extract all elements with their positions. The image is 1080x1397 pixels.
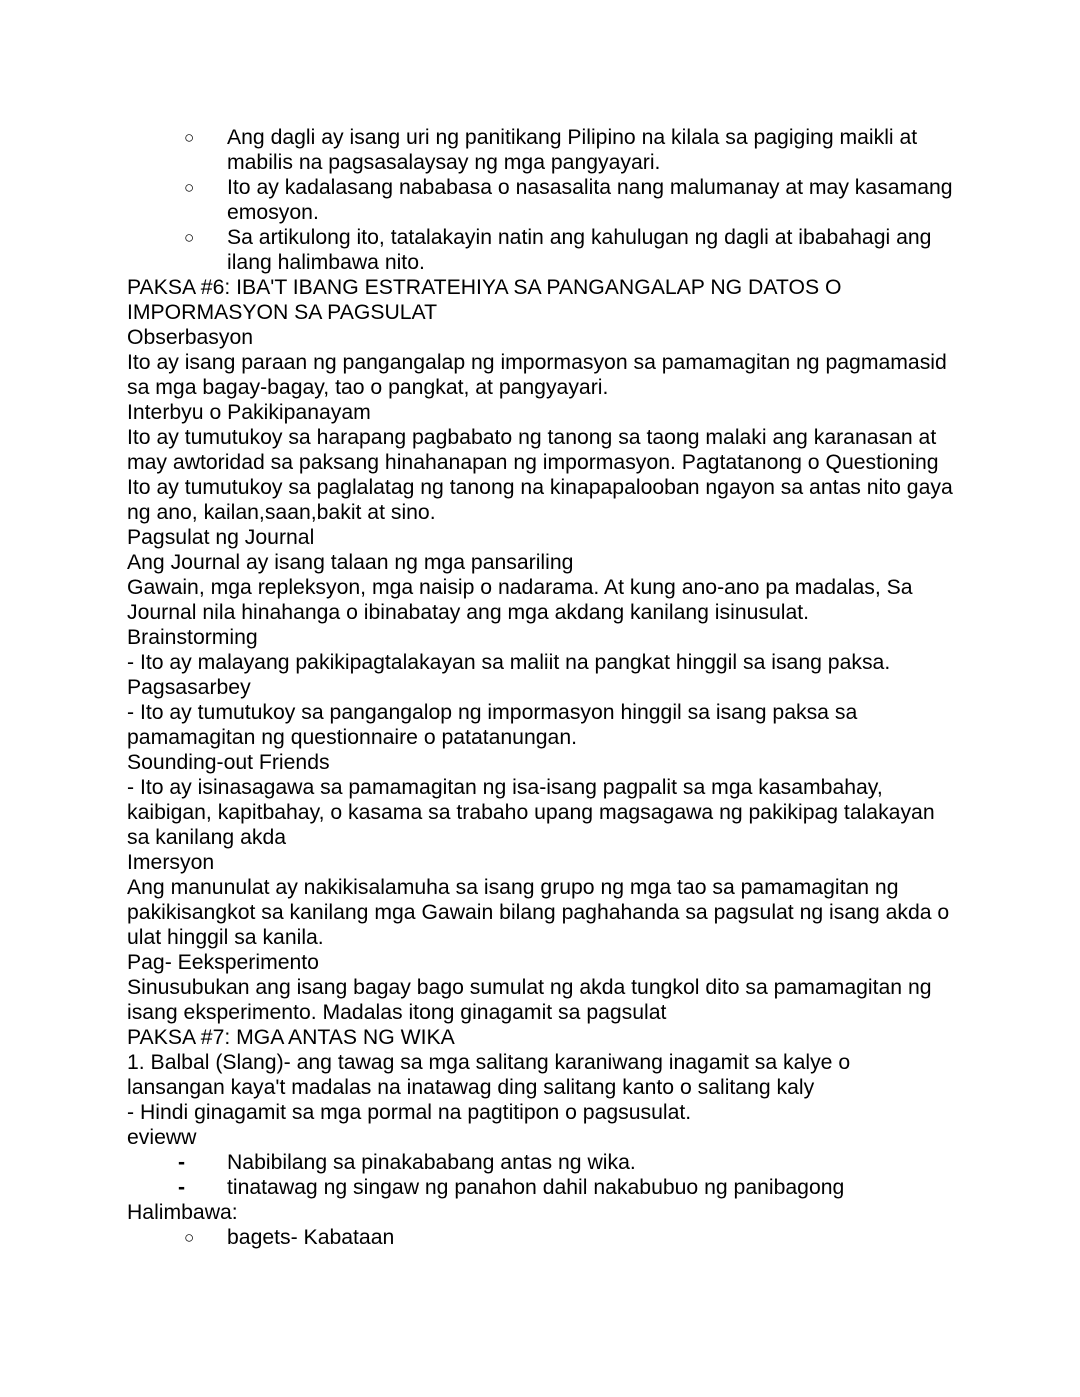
dash-bullet-icon: - <box>178 1151 186 1174</box>
paragraph: Obserbasyon <box>127 326 254 349</box>
paragraph: Pag- Eeksperimento <box>127 951 319 974</box>
list-item-text: Sa artikulong ito, tatalakayin natin ang kahulugan ng dagli at ibabahagi ang ilang halimbawa nito. <box>227 226 932 274</box>
circle-bullet-icon: ○ <box>184 178 195 197</box>
circle-bullet-icon: ○ <box>184 228 195 247</box>
circle-bullet-icon: ○ <box>184 128 195 147</box>
paragraph: Brainstorming <box>127 626 258 649</box>
list-item <box>127 1225 953 1250</box>
paragraph: - Hindi ginagamit sa mga pormal na pagtitipon o pagsusulat. <box>127 1101 692 1124</box>
list-item <box>127 1175 953 1200</box>
paragraph: Interbyu o Pakikipanayam <box>127 401 371 424</box>
dash-bullet-icon: - <box>178 1176 186 1199</box>
paragraph: Ito ay isang paraan ng pangangalap ng impormasyon sa pamamagitan ng pagmamasid sa mga bagay-bagay, tao o pangkat, at pangyayari. <box>127 351 947 399</box>
paragraph: Ang Journal ay isang talaan ng mga pansariling <box>127 551 574 574</box>
paragraph: Ito ay tumutukoy sa paglalatag ng tanong na kinapapalooban ngayon sa antas nito gaya ng ano, kailan,saan,bakit at sino. <box>127 476 953 524</box>
paragraph: Pagsasarbey <box>127 676 251 699</box>
list-item <box>127 175 953 225</box>
list-item <box>127 225 953 275</box>
paragraph: Ang manunulat ay nakikisalamuha sa isang grupo ng mga tao sa pamamagitan ng pakikisangkot sa kanilang mga Gawain bilang paghahanda sa pagsulat ng isang akda o ulat hinggil sa kanila. <box>127 876 950 949</box>
list-item-text: Ang dagli ay isang uri ng panitikang Pilipino na kilala sa pagiging maikli at mabilis na pagsasalaysay ng mga pangyayari. <box>227 126 918 174</box>
paragraph: - Ito ay malayang pakikipagtalakayan sa maliit na pangkat hinggil sa isang paksa. <box>127 651 891 674</box>
list-item-text: Ito ay kadalasang nababasa o nasasalita nang malumanay at may kasamang emosyon. <box>227 176 953 224</box>
list-item-text: bagets- Kabataan <box>227 1226 395 1249</box>
paragraph: Ito ay tumutukoy sa harapang pagbabato ng tanong sa taong malaki ang karanasan at may awtoridad sa paksang hinahanapan ng impormasyon. Pagtatanong o Questioning <box>127 426 939 474</box>
paragraph: Sounding-out Friends <box>127 751 330 774</box>
list-item-text: tinatawag ng singaw ng panahon dahil nakabubuo ng panibagong <box>227 1176 845 1199</box>
paragraph: - Ito ay tumutukoy sa pangangalop ng impormasyon hinggil sa isang paksa sa pamamagitan ng questionnaire o patatanungan. <box>127 701 858 749</box>
paragraph: Halimbawa: <box>127 1201 238 1224</box>
list-item-text: Nabibilang sa pinakababang antas ng wika. <box>227 1151 636 1174</box>
list-item <box>127 125 953 175</box>
paragraph: 1. Balbal (Slang)- ang tawag sa mga salitang karaniwang inagamit sa kalye o lansangan kaya't madalas na inatawag ding salitang kanto o salitang kaly <box>127 1051 851 1099</box>
section-heading: PAKSA #6: IBA'T IBANG ESTRATEHIYA SA PANGANGALAP NG DATOS O IMPORMASYON SA PAGSULAT <box>127 276 842 324</box>
paragraph: Imersyon <box>127 851 215 874</box>
list-item <box>127 1150 953 1175</box>
paragraph: Sinusubukan ang isang bagay bago sumulat ng akda tungkol dito sa pamamagitan ng isang eksperimento. Madalas itong ginagamit sa pagsulat <box>127 976 932 1024</box>
paragraph: evieww <box>127 1126 197 1149</box>
section-heading: PAKSA #7: MGA ANTAS NG WIKA <box>127 1026 455 1049</box>
paragraph: Gawain, mga repleksyon, mga naisip o nadarama. At kung ano-ano pa madalas, Sa Journal nila hinahanga o ibinabatay ang mga akdang kanilang isinusulat. <box>127 576 913 624</box>
paragraph: Pagsulat ng Journal <box>127 526 315 549</box>
paragraph: - Ito ay isinasagawa sa pamamagitan ng isa-isang pagpalit sa mga kasambahay, kaibigan, kapitbahay, o kasama sa trabaho upang magsagawa ng pakikipag talakayan sa kanilang akda <box>127 776 935 849</box>
circle-bullet-icon: ○ <box>184 1228 195 1247</box>
